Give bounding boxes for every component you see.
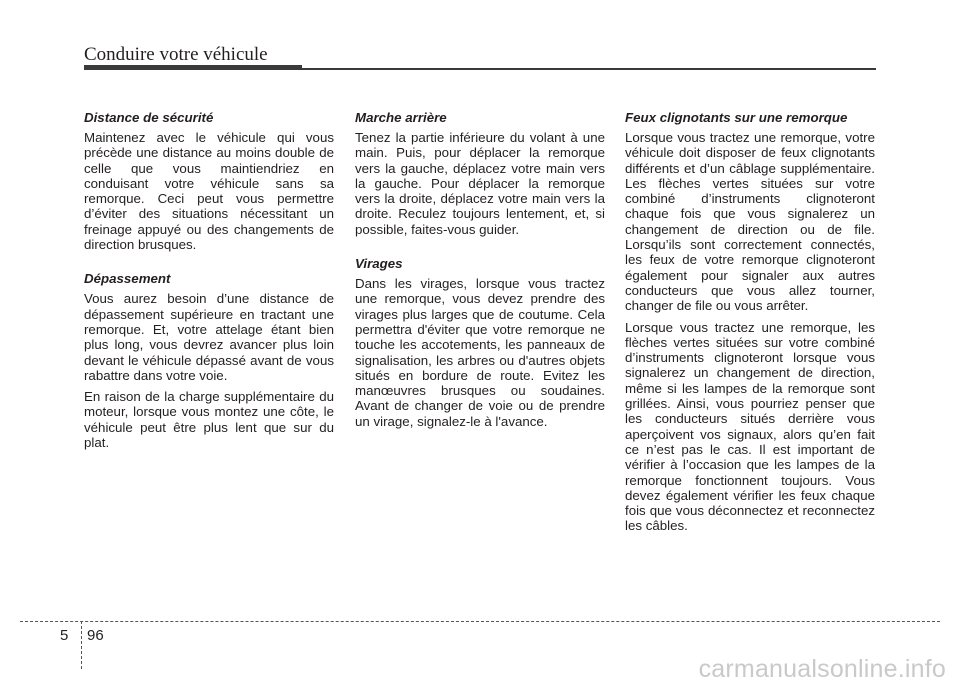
page-number: 96 xyxy=(87,627,104,644)
text-column-2 xyxy=(355,110,605,435)
section-heading: Distance de sécurité xyxy=(84,110,214,125)
footer-divider xyxy=(20,621,940,622)
paragraph: Maintenez avec le véhicule qui vous précède une distance au moins double de celle que vous maintiendriez en conduisant votre véhicule sans sa remorque. Ceci peut vous permettre d’éviter des situations nécessitant un freinage appuyé ou des changements de direction brusques. xyxy=(84,130,334,253)
header-rule-thick xyxy=(84,65,302,70)
section-heading: Virages xyxy=(355,256,403,272)
chapter-title: Conduire votre véhicule xyxy=(84,44,268,65)
text-column-3 xyxy=(625,110,875,540)
footer-page-separator xyxy=(81,621,82,669)
paragraph: Lorsque vous tractez une remorque, les flèches vertes situées sur votre combiné d’instruments clignoteront lorsque vous signalerez un changement de direction, même si les lampes de la remorque sont grillées. Ainsi, vous pourriez penser que les conducteurs situés derrière vous aperçoivent vos signaux, alors qu’en fait ce n’est pas le cas. Il est important de vérifier à l’occasion que les lampes de la remorque fonctionnent toujours. Vous devez également vérifier les feux chaque fois que vous déconnectez et reconnectez les câbles. xyxy=(625,319,875,534)
paragraph: Vous aurez besoin d’une distance de dépassement supérieure en tractant une remorque. Et, votre attelage étant bien plus long, vous devrez avancer plus loin devant le véhicule dépassé avant de vous rabattre dans votre voie. xyxy=(84,291,334,383)
section-heading: Marche arrière xyxy=(355,110,447,125)
paragraph: Tenez la partie inférieure du volant à une main. Puis, pour déplacer la remorque vers la gauche, déplacez votre main vers la gauche. Pour déplacer la remorque vers la droite, déplacez votre main vers la droite. Reculez toujours lentement, et, si possible, faites-vous guider. xyxy=(355,130,605,237)
paragraph: Dans les virages, lorsque vous tractez une remorque, vous devez prendre des virages plus larges que de coutume. Cela permettra d'éviter que votre remorque ne touche les accotements, les panneaux de signalisation, les arbres ou d'autres objets situés en bordure de route. Evitez les manœuvres brusques ou soudaines. Avant de changer de voie ou de prendre un virage, signalez-le à l'avance. xyxy=(355,276,605,429)
watermark: carmanualsonline.info xyxy=(698,655,946,683)
chapter-number: 5 xyxy=(60,627,69,644)
section-heading: Feux clignotants sur une remorque xyxy=(625,110,848,125)
header-rule-thin xyxy=(302,68,876,70)
section-heading: Dépassement xyxy=(84,271,171,287)
paragraph: En raison de la charge supplémentaire du moteur, lorsque vous montez une côte, le véhicule peut être plus lent que sur du plat. xyxy=(84,389,334,451)
paragraph: Lorsque vous tractez une remorque, votre véhicule doit disposer de feux clignotants différents et d’un câblage supplémentaire. Les flèches vertes situées sur votre combiné d’instruments clignoteront chaque fois que vous signalerez un changement de direction ou de file. Lorsqu’ils sont correctement connectés, les feux de votre remorque clignoteront également pour signaler aux autres conducteurs que vous allez tourner, changer de file ou vous arrêter. xyxy=(625,130,875,314)
text-column-1 xyxy=(84,110,334,456)
